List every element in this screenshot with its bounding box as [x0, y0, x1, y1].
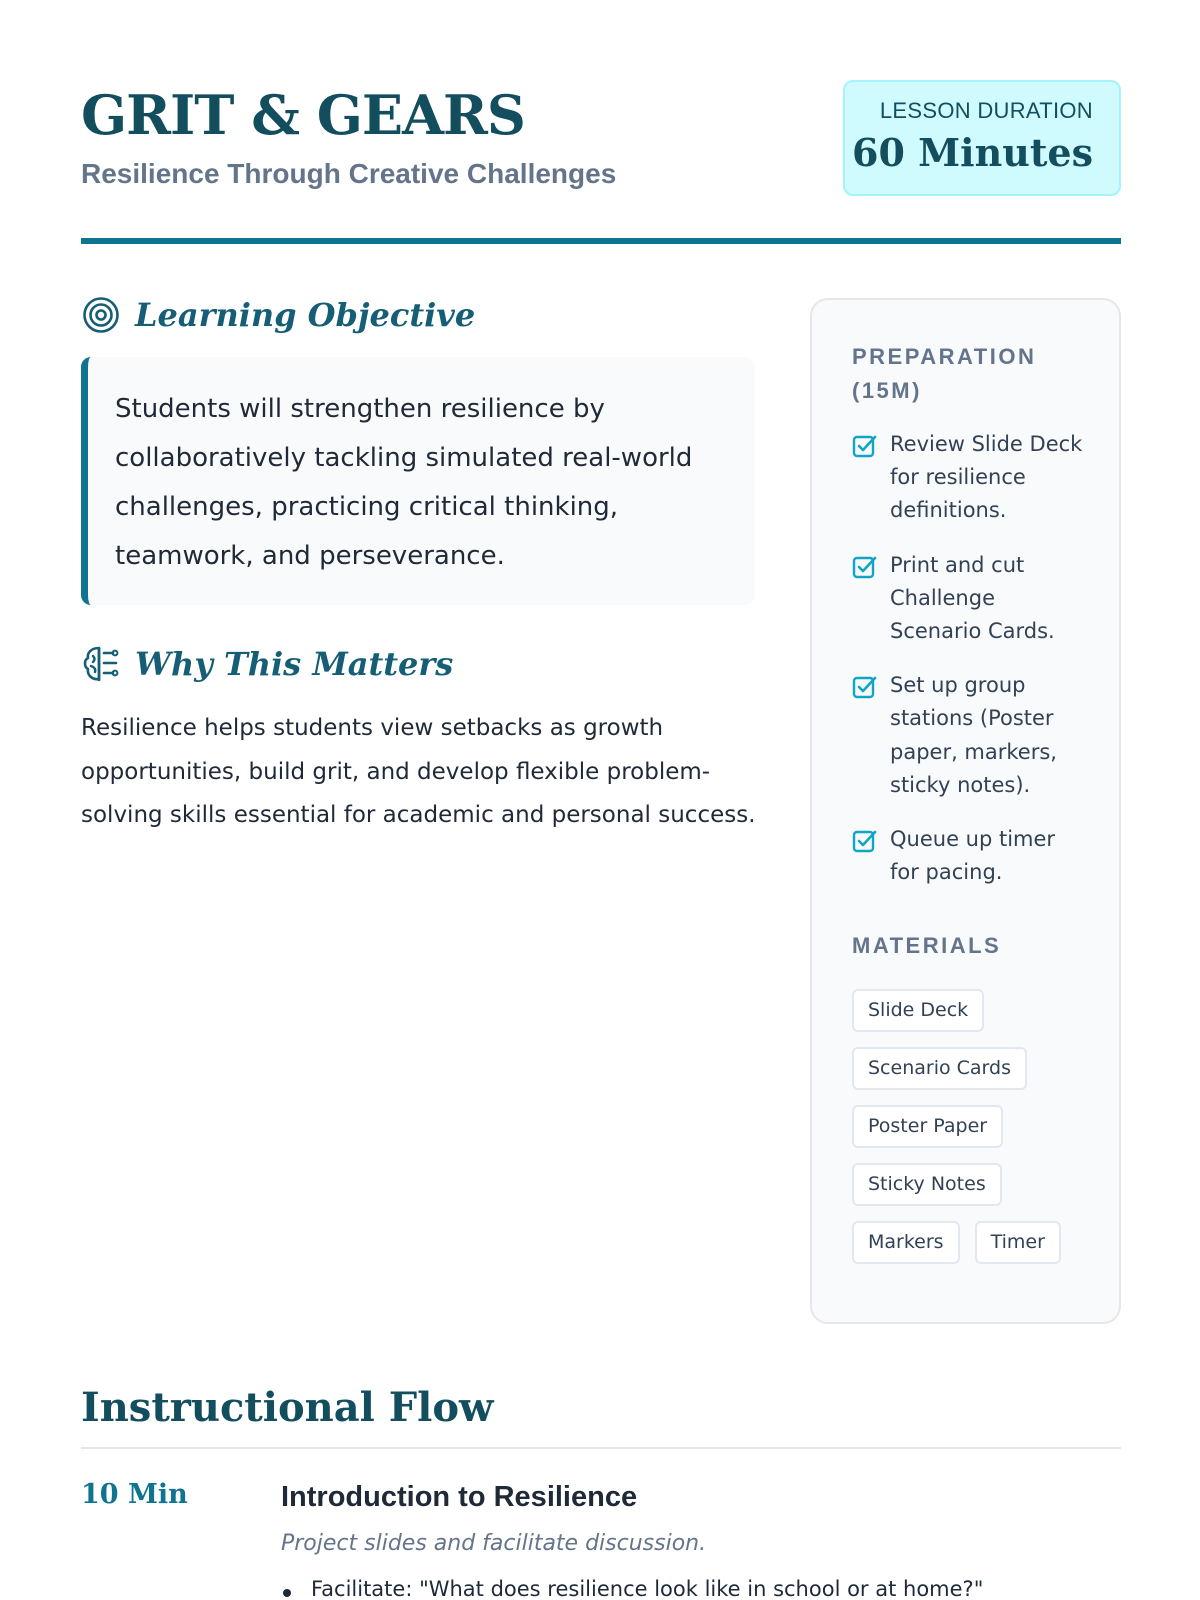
duration-label: LESSON DURATION: [879, 98, 1093, 123]
preparation-heading: PREPARATION (15M): [852, 344, 1037, 403]
step-bullet-list: [281, 1577, 983, 1600]
bullet-dot: [283, 1589, 291, 1597]
step-bullet-text: Facilitate: "What does resilience look like in school or at home?": [311, 1577, 984, 1600]
duration-badge: [843, 80, 1121, 196]
prep-item-text: Set up group stations (Poster paper, markers, sticky notes).: [890, 673, 1057, 797]
duration-value: 60 Minutes: [852, 130, 1093, 175]
preparation-list: [852, 428, 1089, 889]
page-title: GRIT & GEARS: [81, 83, 525, 147]
material-tag: Sticky Notes: [852, 1163, 1002, 1206]
checkbox-checked-icon: [852, 674, 878, 700]
prep-item: [852, 823, 1089, 889]
step-duration: 10 Min: [81, 1479, 188, 1510]
target-icon: [81, 295, 121, 335]
objective-heading: [81, 295, 475, 335]
material-tag: Markers: [852, 1221, 960, 1264]
objective-title: Learning Objective: [135, 296, 476, 334]
material-tag: Poster Paper: [852, 1105, 1003, 1148]
material-tag: Slide Deck: [852, 989, 984, 1032]
material-tag: Scenario Cards: [852, 1047, 1027, 1090]
step-title: Introduction to Resilience: [281, 1481, 638, 1513]
objective-text: Students will strengthen resilience by collaboratively tackling simulated real-world challenges, practicing critical thinking, teamwork, and perseverance.: [115, 394, 693, 571]
instructional-flow-heading: Instructional Flow: [81, 1384, 494, 1431]
checkbox-checked-icon: [852, 828, 878, 854]
prep-item: [852, 428, 1089, 528]
materials-list: [852, 989, 1082, 1264]
prep-item: [852, 669, 1089, 802]
why-title: Why This Matters: [135, 645, 454, 683]
why-text: Resilience helps students view setbacks as growth opportunities, build grit, and develop flexible problem-solving skills essential for academic and personal success.: [81, 715, 756, 828]
page-subtitle: Resilience Through Creative Challenges: [81, 158, 617, 189]
header-divider: [81, 238, 1121, 244]
prep-item-text: Print and cut Challenge Scenario Cards.: [890, 552, 1055, 644]
step-description: Project slides and facilitate discussion.: [281, 1531, 707, 1556]
materials-heading: MATERIALS: [852, 933, 1002, 959]
prep-item-text: Review Slide Deck for resilience definitions.: [890, 432, 1083, 523]
checkbox-checked-icon: [852, 433, 878, 459]
step-bullet: [281, 1577, 983, 1600]
prep-item: [852, 549, 1089, 649]
flow-divider: [81, 1447, 1121, 1449]
lesson-header: [81, 80, 1121, 244]
checkbox-checked-icon: [852, 554, 878, 580]
prep-sidebar: [810, 298, 1121, 1324]
material-tag: Timer: [975, 1221, 1061, 1264]
prep-item-text: Queue up timer for pacing.: [890, 827, 1056, 885]
brain-icon: [81, 644, 121, 684]
why-heading: [81, 644, 453, 684]
objective-callout: [81, 357, 755, 605]
